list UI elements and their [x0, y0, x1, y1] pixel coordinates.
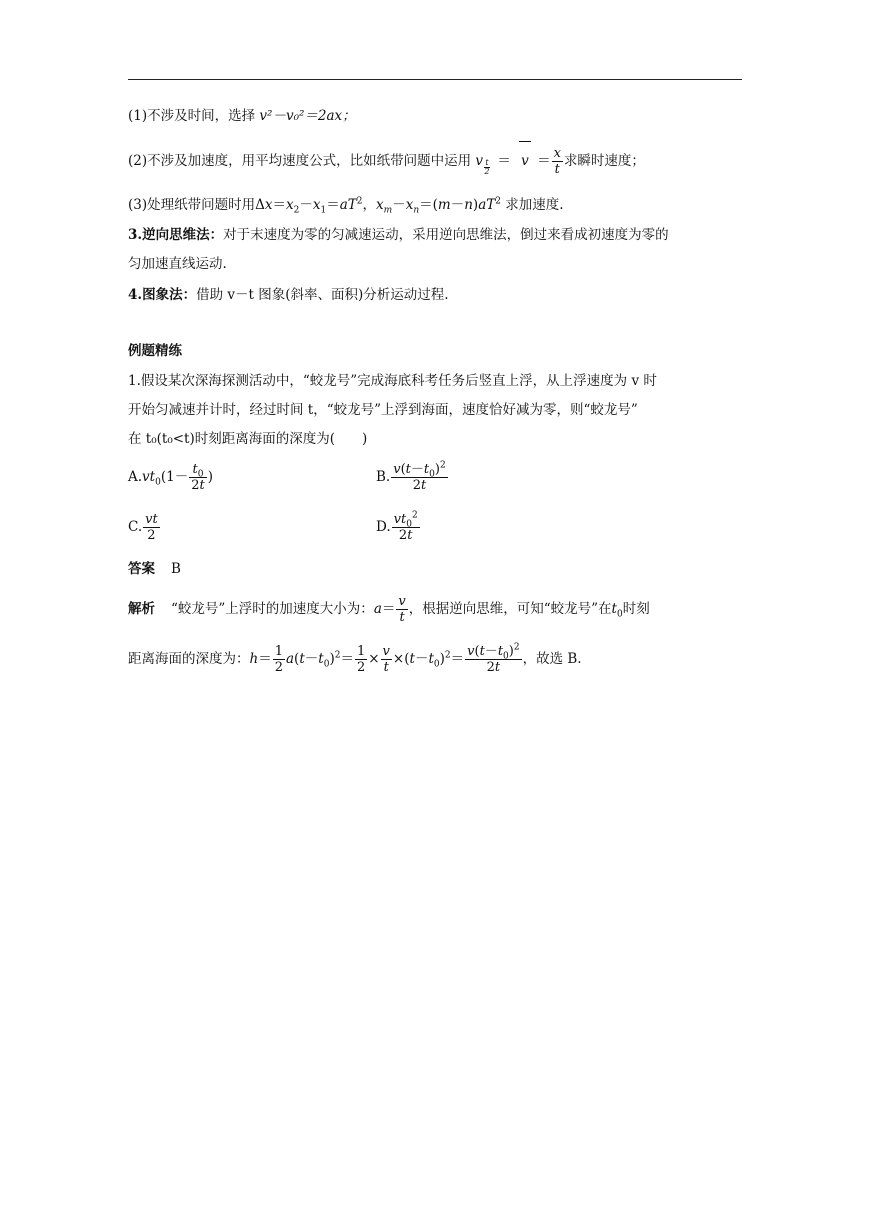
- half-fraction-2: $\frac{1}{2}$: [356, 644, 366, 675]
- method-item-2-text: (2)不涉及加速度，用平均速度公式，比如纸带问题中运用: [128, 153, 472, 169]
- option-b[interactable]: [376, 462, 449, 493]
- analysis-line-1: 解析 “蛟龙号”上浮时的加速度大小为：a＝ $\frac{v}{t}$ ，根据逆向思维，可知“蛟龙号”在$t_0$时刻: [128, 594, 650, 625]
- average-velocity-symbol: v: [521, 153, 529, 169]
- method-item-2: (2)不涉及加速度，用平均速度公式，比如纸带问题中运用 v t 2 ＝ v ＝ $\frac{x}{t}$ 求瞬时速度；: [128, 146, 645, 177]
- method-item-1-text: (1)不涉及时间，选择: [128, 108, 260, 124]
- method-item-3: (3)处理纸带问题时用$\Delta x=x_2-x_1=aT^2$，$x_m-x_n=(m-n)aT^2$ 求加速度.: [128, 196, 564, 216]
- analysis-text-4: 距离海面的深度为：: [128, 651, 250, 667]
- method-item-4-text-b: 匀加速直线运动.: [128, 256, 227, 272]
- answer-row: [128, 559, 181, 579]
- option-d-label: D.: [376, 519, 391, 535]
- analysis-text-1: “蛟龙号”上浮时的加速度大小为：: [171, 601, 374, 617]
- option-c[interactable]: [128, 512, 161, 543]
- acceleration-fraction: $\frac{v}{t}$: [398, 594, 406, 625]
- x-over-t-fraction: $\frac{x}{t}$: [553, 146, 561, 177]
- method-item-5-text: 借助 v－t 图象(斜率、面积)分析运动过程.: [196, 287, 449, 303]
- option-a-label: A.: [128, 469, 143, 485]
- analysis-label: 解析: [128, 601, 155, 617]
- question-line-1: 1.假设某次深海探测活动中，“蛟龙号”完成海底科考任务后竖直上浮，从上浮速度为 v 时: [128, 373, 657, 389]
- half-fraction-1: $\frac{1}{2}$: [274, 644, 283, 675]
- option-a-fraction: $\frac{t_0}{2t}$: [191, 462, 205, 493]
- analysis-text-5: ，故选 B.: [522, 651, 582, 667]
- header-rule: [128, 79, 742, 80]
- question-line-3: 在 t₀(t₀<t)时刻距离海面的深度为( ): [128, 431, 368, 447]
- option-a[interactable]: $A.vt_0(1-$ $\frac{t_0}{2t}$ ): [128, 462, 213, 493]
- method-item-5: [128, 285, 449, 305]
- option-b-fraction: $\frac{v(t-t_0)^2}{2t}$: [393, 460, 446, 493]
- method-item-2-suffix: 求瞬时速度；: [563, 153, 645, 169]
- method-item-3-text: (3)处理纸带问题时用Δ: [128, 197, 265, 213]
- analysis-line-2: 距离海面的深度为：h＝ $\frac{1}{2}$ $a(t-t_0)^2=$ $\frac{1}{2}$ × $\frac{v}{t}$ $\times(t-t_0)^2=$ $\frac{v(t-t_0)^2}{2t}$ ，故选 B.: [128, 642, 582, 675]
- method-item-1: [128, 106, 356, 126]
- option-c-label: C.: [128, 519, 143, 535]
- question-line-2: 开始匀减速并计时，经过时间 t，“蛟龙号”上浮到海面，速度恰好减为零，则“蛟龙号”: [128, 402, 638, 418]
- answer-label: 答案: [128, 561, 155, 577]
- option-c-fraction: $\frac{vt}{2}$: [145, 512, 158, 543]
- method-item-5-title: 4.图象法：: [128, 287, 197, 303]
- option-d[interactable]: [376, 512, 421, 543]
- method-item-4-cont: [128, 254, 227, 274]
- instant-velocity-symbol: v t 2: [475, 153, 490, 176]
- analysis-text-2: ，根据逆向思维，可知“蛟龙号”在: [408, 601, 612, 617]
- method-item-4-title: 3.逆向思维法：: [128, 227, 224, 243]
- method-item-4-text: 对于末速度为零的匀减速运动，采用逆向思维法，倒过来看成初速度为零的: [223, 227, 669, 243]
- answer-value: B: [171, 561, 181, 577]
- option-b-label: B.: [376, 469, 391, 485]
- method-item-1-formula: v²－v₀²＝2ax；: [259, 108, 356, 124]
- method-item-3-suffix: 求加速度.: [505, 197, 564, 213]
- section-title: 例题精练: [128, 343, 182, 359]
- method-item-4: [128, 225, 669, 245]
- depth-result-fraction: $\frac{v(t-t_0)^2}{2t}$: [467, 642, 520, 675]
- v-over-t-fraction: $\frac{v}{t}$: [382, 644, 390, 675]
- option-d-fraction: $\frac{vt_0^2}{2t}$: [393, 510, 418, 543]
- analysis-text-3: 时刻: [622, 601, 650, 617]
